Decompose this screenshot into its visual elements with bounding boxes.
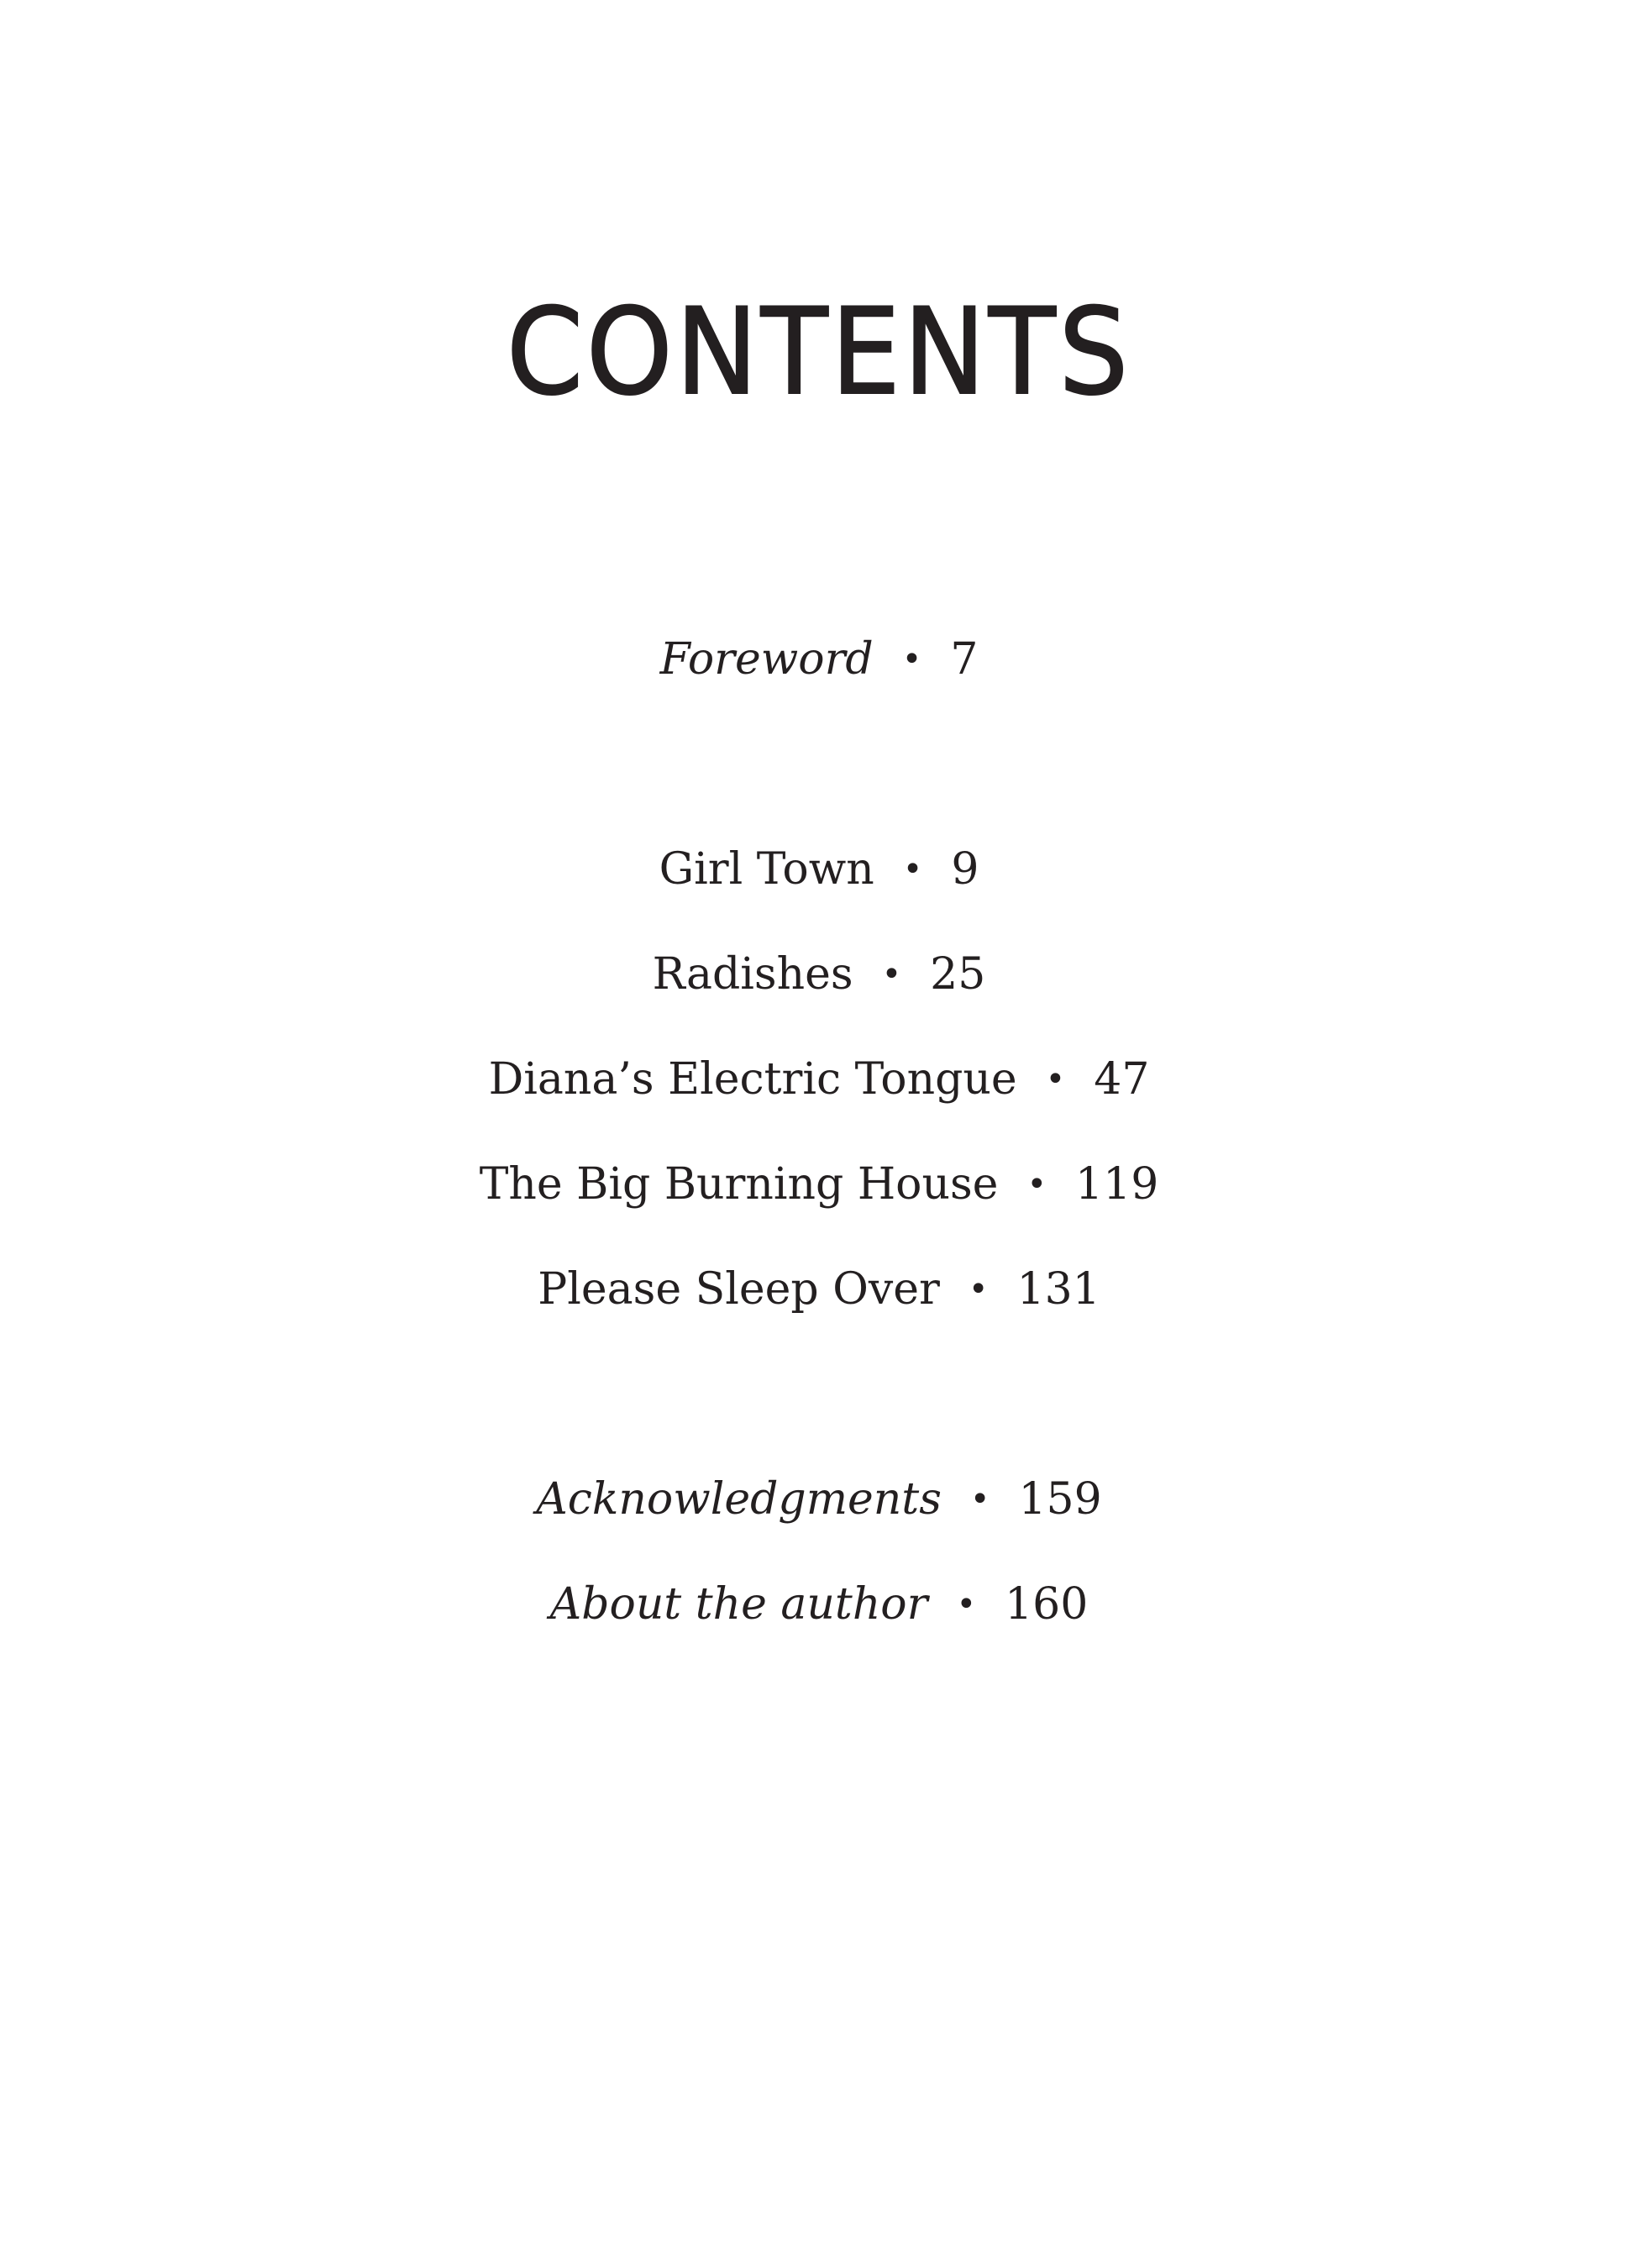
toc-entry-please-sleep-over[interactable]	[0, 1260, 1638, 1319]
toc-page-number: 47	[1094, 1054, 1150, 1105]
toc-separator: •	[969, 1480, 990, 1519]
toc-entry-girl-town[interactable]	[0, 840, 1638, 899]
toc-entry-foreword[interactable]	[0, 630, 1638, 689]
toc-entry-label: Radishes	[652, 949, 853, 1000]
toc-entry-label: The Big Burning House	[479, 1159, 999, 1210]
toc-entry-label: Please Sleep Over	[538, 1264, 940, 1315]
toc-page-number: 131	[1016, 1264, 1100, 1315]
toc-page-number: 159	[1018, 1474, 1102, 1525]
toc-entry-the-big-burning-house[interactable]	[0, 1155, 1638, 1214]
toc-separator: •	[1026, 1165, 1047, 1204]
toc-page-number: 119	[1075, 1159, 1159, 1210]
toc-separator: •	[956, 1585, 977, 1624]
toc-entry-label: Foreword	[659, 634, 874, 685]
toc-page-number: 7	[950, 634, 979, 685]
toc-entry-dianas-electric-tongue[interactable]	[0, 1050, 1638, 1109]
toc-entry-radishes[interactable]	[0, 945, 1638, 1004]
toc-page-number: 9	[951, 844, 979, 895]
toc-page-number: 25	[930, 949, 986, 1000]
toc-entry-label: Girl Town	[659, 844, 874, 895]
toc-separator: •	[881, 955, 902, 994]
toc-separator: •	[901, 640, 922, 679]
toc-entry-about-the-author[interactable]	[0, 1575, 1638, 1634]
toc-separator: •	[902, 850, 923, 889]
toc-page-number: 160	[1005, 1579, 1089, 1630]
toc-entry-label: Acknowledgments	[536, 1474, 942, 1525]
page-title: CONTENTS	[506, 283, 1131, 422]
toc-entry-acknowledgments[interactable]	[0, 1470, 1638, 1529]
toc-separator: •	[968, 1270, 989, 1309]
toc-separator: •	[1045, 1060, 1066, 1099]
toc-entry-label: Diana’s Electric Tongue	[488, 1054, 1017, 1105]
toc-entry-label: About the author	[549, 1579, 928, 1630]
